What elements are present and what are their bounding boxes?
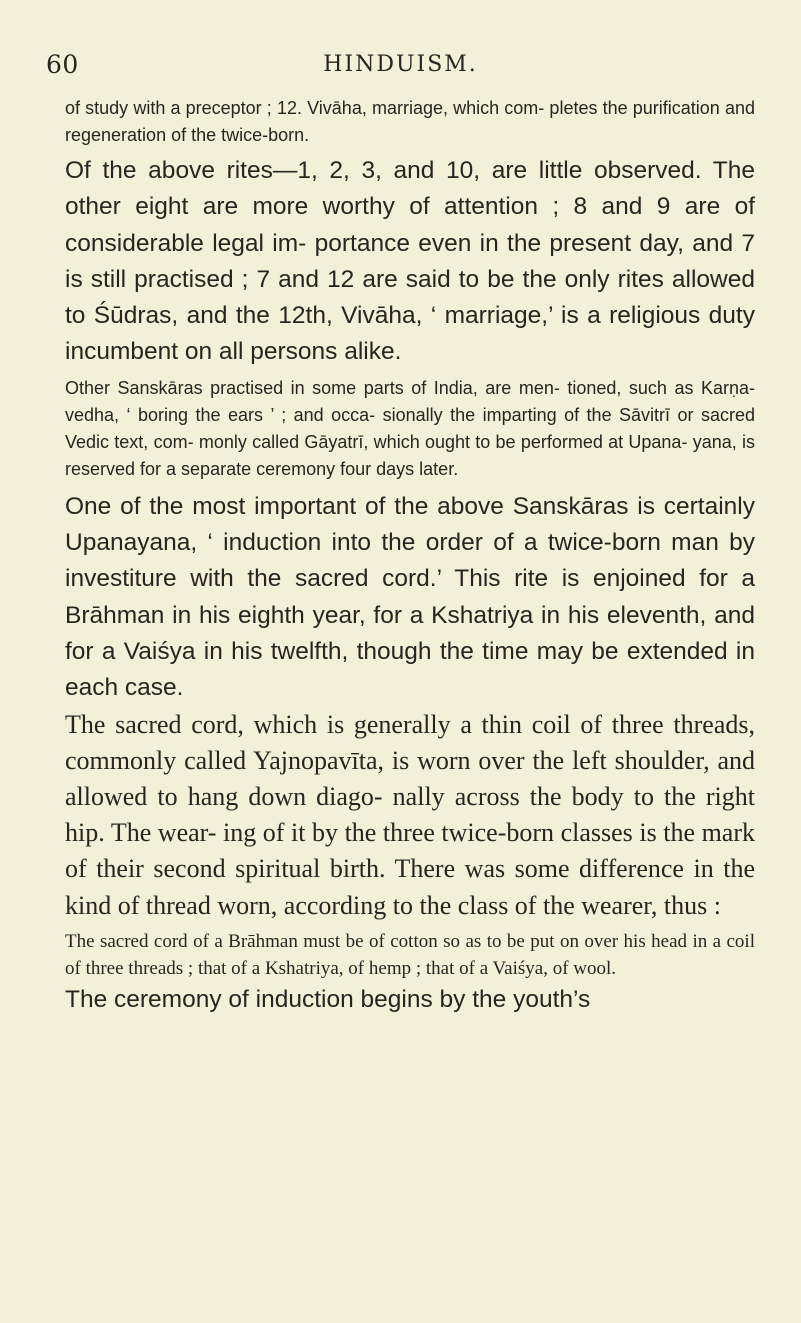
paragraph-continuation: of study with a preceptor ; 12. Vivāha, marriage, which com- pletes the purification and regeneration of the twice-born. bbox=[65, 98, 755, 145]
paragraph-upanayana: One of the most important of the above Sanskāras is certainly Upanayana, ‘ induction into the order of a twice-born man by investiture with the sacred cord.’ This rite is enjoined for a Brāhman in his eighth year, for a Kshatriya in his eleventh, and for a Vaiśya in his twelfth, though the time may be extended in each case. bbox=[65, 492, 755, 702]
page-body bbox=[65, 95, 755, 1018]
paragraph-sacred-cord: The sacred cord, which is generally a thin coil of three threads, commonly called Yajnopavīta, is worn over the left shoulder, and allowed to hang down diago- nally across the body to the right hip. The wear- ing of it by the three twice-born classes is the mark of their second spiritual birth. There was some difference in the kind of thread worn, according to the class of the wearer, thus : bbox=[65, 709, 755, 920]
page-number: 60 bbox=[46, 50, 79, 79]
paragraph-other-sanskaras: Other Sanskāras practised in some parts of India, are men- tioned, such as Karṇa-vedha, ‘ boring the ears ’ ; and occa- sionally the imparting of the Sāvitrī or sacred Vedic text, com- monly called Gāyatrī, which ought to be performed at Upana- yana, is reserved for a separate ceremony four days later. bbox=[65, 377, 755, 479]
paragraph-ceremony: The ceremony of induction begins by the youth’s bbox=[65, 985, 591, 1013]
paragraph-rites-observed: Of the above rites—1, 2, 3, and 10, are little observed. The other eight are more worthy of attention ; 8 and 9 are of considerable legal im- portance even in the present day, and 7 is still practised ; 7 and 12 are said to be the only rites allowed to Śūdras, and the 12th, Vivāha, ‘ marriage,’ is a religious duty incumbent on all persons alike. bbox=[65, 157, 755, 366]
page-header bbox=[0, 50, 801, 90]
running-title: HINDUISM. bbox=[323, 52, 478, 77]
paragraph-cord-materials: The sacred cord of a Brāhman must be of cotton so as to be put on over his head in a coil of three threads ; that of a Kshatriya, of hemp ; that of a Vaiśya, of wool. bbox=[65, 930, 755, 979]
